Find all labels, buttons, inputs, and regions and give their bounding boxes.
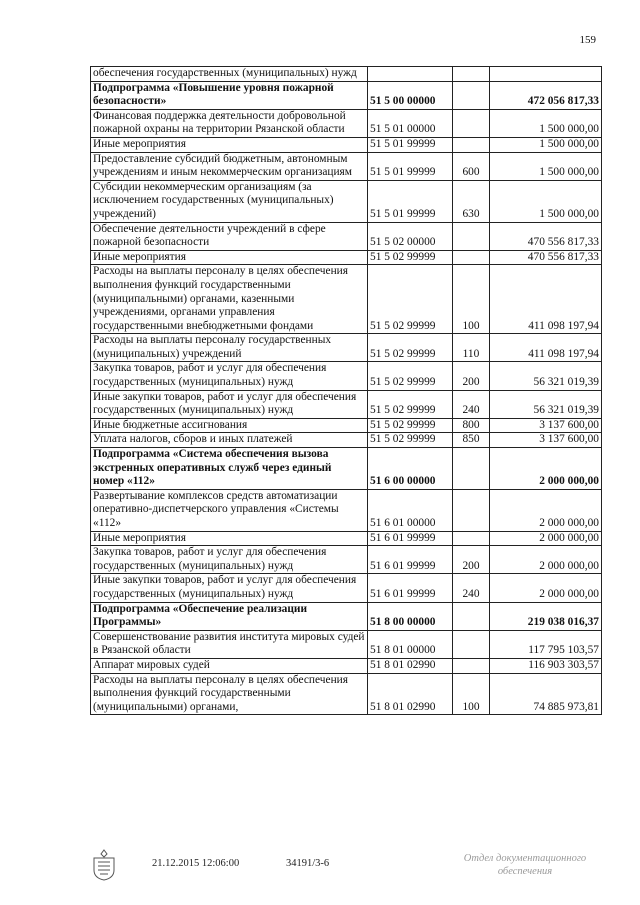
table-row [91, 673, 602, 715]
row-kind-cell [453, 448, 490, 490]
row-amount-cell: 117 795 103,57 [490, 630, 602, 658]
row-amount-cell: 1 500 000,00 [490, 109, 602, 137]
row-name-cell: Аппарат мировых судей [91, 658, 368, 673]
table-row [91, 433, 602, 448]
row-amount-cell: 472 056 817,33 [490, 81, 602, 109]
row-name-cell: Закупка товаров, работ и услуг для обеспечения государственных (муниципальных) нужд [91, 546, 368, 574]
table-row [91, 67, 602, 82]
row-name-cell: Иные мероприятия [91, 250, 368, 265]
row-amount-cell: 219 038 016,37 [490, 602, 602, 630]
row-amount-cell: 2 000 000,00 [490, 531, 602, 546]
footer-datetime: 21.12.2015 12:06:00 [152, 858, 240, 869]
row-code-cell: 51 5 02 99999 [368, 265, 453, 334]
row-code-cell: 51 8 00 00000 [368, 602, 453, 630]
row-kind-cell: 200 [453, 362, 490, 390]
row-code-cell: 51 5 01 00000 [368, 109, 453, 137]
row-code-cell: 51 5 02 99999 [368, 334, 453, 362]
row-code-cell: 51 5 02 99999 [368, 433, 453, 448]
row-amount-cell: 3 137 600,00 [490, 433, 602, 448]
row-code-cell: 51 5 02 99999 [368, 418, 453, 433]
row-name-cell: Расходы на выплаты персоналу государственных (муниципальных) учреждений [91, 334, 368, 362]
row-amount-cell: 2 000 000,00 [490, 448, 602, 490]
table-row [91, 531, 602, 546]
table-row [91, 109, 602, 137]
row-amount-cell: 411 098 197,94 [490, 265, 602, 334]
table-row [91, 180, 602, 222]
row-kind-cell: 800 [453, 418, 490, 433]
row-name-cell: Расходы на выплаты персоналу в целях обеспечения выполнения функций государственными (муниципальными) органами, казенными учреждениями, органами управления государственными внебюджетными фондами [91, 265, 368, 334]
row-code-cell: 51 5 02 99999 [368, 390, 453, 418]
row-code-cell: 51 8 01 02990 [368, 673, 453, 715]
table-row [91, 137, 602, 152]
row-name-cell: Обеспечение деятельности учреждений в сфере пожарной безопасности [91, 222, 368, 250]
row-code-cell: 51 5 02 99999 [368, 362, 453, 390]
row-amount-cell: 470 556 817,33 [490, 250, 602, 265]
footer-doc-number: 34191/3-6 [286, 858, 330, 869]
row-name-cell: Иные мероприятия [91, 137, 368, 152]
row-kind-cell [453, 109, 490, 137]
row-kind-cell: 100 [453, 265, 490, 334]
row-amount-cell: 1 500 000,00 [490, 180, 602, 222]
budget-table-body [91, 67, 602, 715]
table-row [91, 81, 602, 109]
row-kind-cell [453, 222, 490, 250]
row-amount-cell: 1 500 000,00 [490, 152, 602, 180]
row-kind-cell [453, 630, 490, 658]
budget-table [90, 66, 602, 715]
row-name-cell: Подпрограмма «Система обеспечения вызова экстренных оперативных служб через единый номер «112» [91, 448, 368, 490]
row-amount-cell: 74 885 973,81 [490, 673, 602, 715]
table-row [91, 602, 602, 630]
row-name-cell: Совершенствование развития института мировых судей в Рязанской области [91, 630, 368, 658]
row-kind-cell [453, 137, 490, 152]
row-code-cell: 51 6 01 99999 [368, 531, 453, 546]
table-row [91, 574, 602, 602]
row-amount-cell: 2 000 000,00 [490, 546, 602, 574]
row-amount-cell: 411 098 197,94 [490, 334, 602, 362]
row-name-cell: Субсидии некоммерческим организациям (за исключением государственных (муниципальных) учреждений) [91, 180, 368, 222]
row-kind-cell: 240 [453, 574, 490, 602]
table-row [91, 489, 602, 531]
row-code-cell: 51 6 01 00000 [368, 489, 453, 531]
row-kind-cell: 110 [453, 334, 490, 362]
row-kind-cell [453, 81, 490, 109]
department-stamp [450, 852, 600, 878]
row-kind-cell [453, 658, 490, 673]
table-row [91, 265, 602, 334]
row-kind-cell [453, 67, 490, 82]
row-name-cell: обеспечения государственных (муниципальных) нужд [91, 67, 368, 82]
table-row [91, 418, 602, 433]
row-name-cell: Иные закупки товаров, работ и услуг для обеспечения государственных (муниципальных) нужд [91, 574, 368, 602]
row-code-cell: 51 8 01 00000 [368, 630, 453, 658]
row-code-cell: 51 5 02 99999 [368, 250, 453, 265]
row-code-cell: 51 8 01 02990 [368, 658, 453, 673]
row-amount-cell: 2 000 000,00 [490, 489, 602, 531]
row-code-cell: 51 6 01 99999 [368, 546, 453, 574]
row-kind-cell: 850 [453, 433, 490, 448]
table-row [91, 448, 602, 490]
row-name-cell: Финансовая поддержка деятельности добровольной пожарной охраны на территории Рязанской области [91, 109, 368, 137]
table-row [91, 546, 602, 574]
row-amount-cell: 3 137 600,00 [490, 418, 602, 433]
table-row [91, 630, 602, 658]
row-name-cell: Закупка товаров, работ и услуг для обеспечения государственных (муниципальных) нужд [91, 362, 368, 390]
table-row [91, 362, 602, 390]
row-kind-cell: 200 [453, 546, 490, 574]
row-kind-cell: 100 [453, 673, 490, 715]
row-amount-cell: 2 000 000,00 [490, 574, 602, 602]
row-code-cell: 51 5 02 00000 [368, 222, 453, 250]
row-kind-cell [453, 489, 490, 531]
row-code-cell [368, 67, 453, 82]
row-code-cell: 51 6 01 99999 [368, 574, 453, 602]
row-name-cell: Иные бюджетные ассигнования [91, 418, 368, 433]
row-name-cell: Уплата налогов, сборов и иных платежей [91, 433, 368, 448]
row-kind-cell: 240 [453, 390, 490, 418]
table-row [91, 658, 602, 673]
row-name-cell: Подпрограмма «Повышение уровня пожарной безопасности» [91, 81, 368, 109]
row-amount-cell [490, 67, 602, 82]
row-code-cell: 51 5 01 99999 [368, 180, 453, 222]
table-row [91, 152, 602, 180]
row-code-cell: 51 5 01 99999 [368, 137, 453, 152]
row-code-cell: 51 5 00 00000 [368, 81, 453, 109]
table-row [91, 250, 602, 265]
row-name-cell: Подпрограмма «Обеспечение реализации Программы» [91, 602, 368, 630]
row-code-cell: 51 6 00 00000 [368, 448, 453, 490]
row-amount-cell: 116 903 303,57 [490, 658, 602, 673]
stamp-line: обеспечения [497, 866, 553, 877]
row-name-cell: Иные мероприятия [91, 531, 368, 546]
row-amount-cell: 1 500 000,00 [490, 137, 602, 152]
row-name-cell: Расходы на выплаты персоналу в целях обеспечения выполнения функций государственными (муниципальными) органами, [91, 673, 368, 715]
table-row [91, 334, 602, 362]
table-row [91, 390, 602, 418]
row-amount-cell: 470 556 817,33 [490, 222, 602, 250]
row-kind-cell [453, 250, 490, 265]
row-amount-cell: 56 321 019,39 [490, 390, 602, 418]
row-name-cell: Иные закупки товаров, работ и услуг для обеспечения государственных (муниципальных) нужд [91, 390, 368, 418]
row-name-cell: Развертывание комплексов средств автоматизации оперативно-диспетчерского управления «Системы «112» [91, 489, 368, 531]
stamp-line: Отдел документационного [463, 853, 587, 864]
coat-of-arms-icon [90, 848, 118, 882]
row-kind-cell [453, 602, 490, 630]
row-kind-cell [453, 531, 490, 546]
row-amount-cell: 56 321 019,39 [490, 362, 602, 390]
table-row [91, 222, 602, 250]
page-number: 159 [579, 34, 596, 46]
row-code-cell: 51 5 01 99999 [368, 152, 453, 180]
row-name-cell: Предоставление субсидий бюджетным, автономным учреждениям и иным некоммерческим организациям [91, 152, 368, 180]
row-kind-cell: 600 [453, 152, 490, 180]
row-kind-cell: 630 [453, 180, 490, 222]
